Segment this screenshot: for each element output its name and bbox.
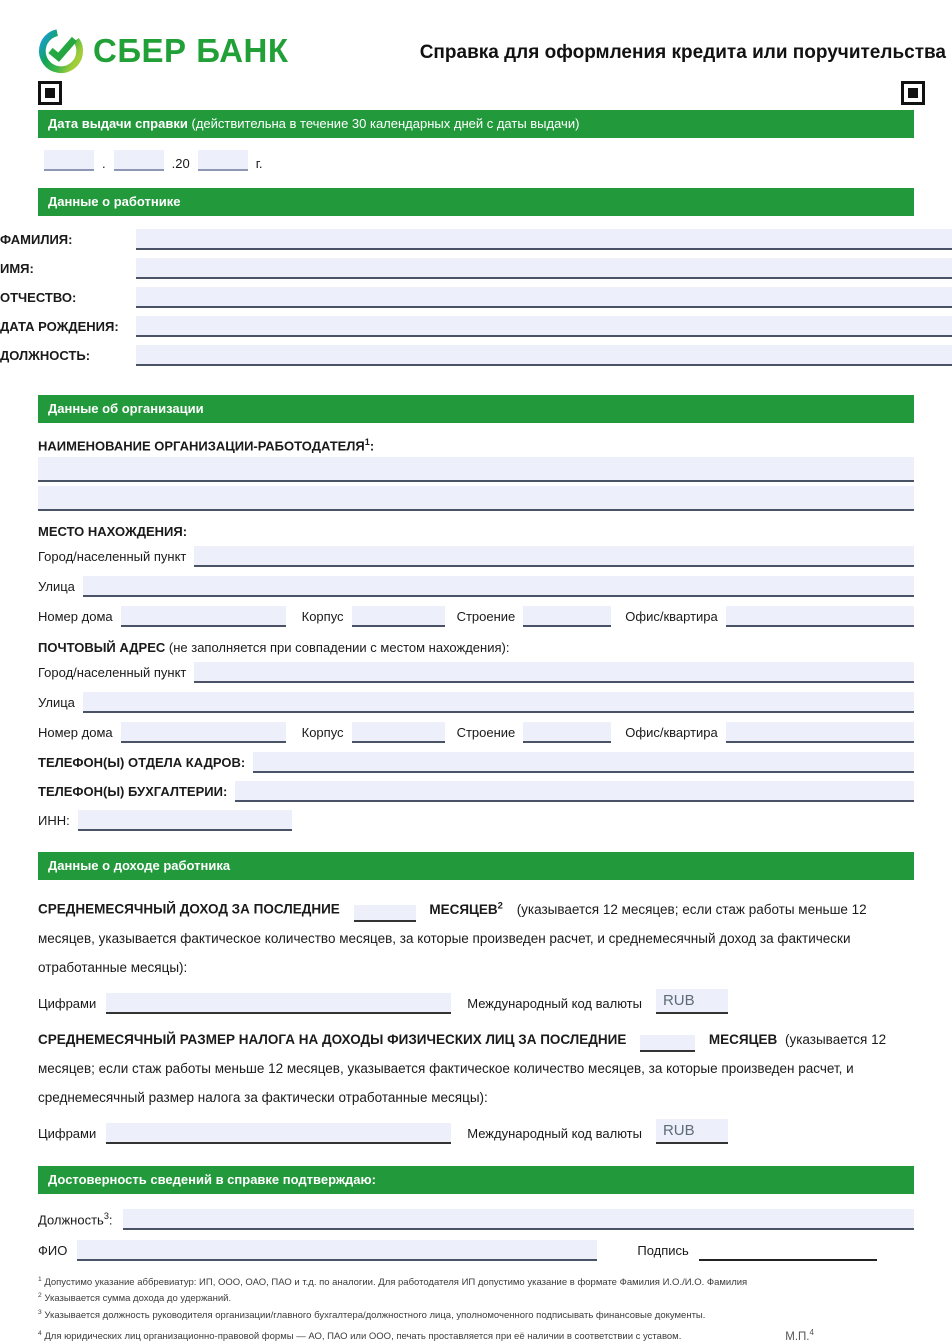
footnote-4: $^4$ Для юридических лиц организационно-правовой формы — АО, ПАО или ООО, печать проставляется при её наличии в соответствии с уставом. [38,1329,682,1343]
signer-position-row [38,1209,914,1230]
org-name-footnote-ref: 1 [364,437,370,447]
fio-signature-row [38,1240,914,1261]
date-century: .20 [171,156,190,171]
office-label: Офис/квартира [625,725,718,741]
date-month-input[interactable] [114,150,164,171]
date-header-title: Дата выдачи справки [48,116,188,131]
location-house-row [38,606,914,627]
house-label: Номер дома [38,609,113,625]
block-label: Корпус [301,609,344,625]
city-label: Город/населенный пункт [38,549,187,565]
avg-income-paragraph: СРЕДНЕМЕСЯЧНЫЙ ДОХОД ЗА ПОСЛЕДНИЕ МЕСЯЦЕВ$^2$ (указывается 12 месяцев; если стаж работы меньше 12 месяцев, указывается фактическое количество месяцев, за которые произведен расчет, и среднемесячный доход за фактически отработанные месяцы): [38,900,867,975]
inn-input[interactable] [78,810,292,831]
income-fields [0,891,952,1144]
section-date-header [38,110,914,138]
position-label: ДОЛЖНОСТЬ: [0,348,91,363]
footnotes [38,1274,914,1343]
building-label: Строение [456,609,516,625]
confirmation-fields [0,1194,952,1343]
org-name-input-line1[interactable] [38,457,914,482]
patronymic-label: ОТЧЕСТВО: [0,290,77,305]
org-name-label: НАИМЕНОВАНИЕ ОРГАНИЗАЦИИ-РАБОТОДАТЕЛЯ$^1$: [38,437,375,454]
position-row [0,345,952,366]
footnote-4-row [38,1327,914,1343]
footnote-3: $^3$ Указывается должность руководителя организации/главного бухгалтера/должностного лица, уполномоченного подписывать финансовые документы. [38,1309,706,1322]
postal-house-input[interactable] [121,722,286,743]
section-organization-header: Данные об организации [38,395,914,423]
accounting-phone-label: ТЕЛЕФОН(Ы) БУХГАЛТЕРИИ: [38,784,228,800]
building-label: Строение [456,725,516,741]
postal-street-row [38,692,914,713]
signer-position-input[interactable] [123,1209,915,1230]
tax-digits-row [38,1119,914,1144]
city-label: Город/населенный пункт [38,665,187,681]
patronymic-row [0,287,952,308]
section-income-header: Данные о доходе работника [38,852,914,880]
registration-marks [0,74,952,110]
footnote-1: $^1$ Допустимо указание аббревиатур: ИП, ООО, ОАО, ПАО и т.д. по аналогии. Для работодателя ИП допустимо указание в формате Фамилия И.О./И.О. Фамилия [38,1275,748,1288]
accounting-phone-row [38,781,914,802]
block-label: Корпус [301,725,344,741]
position-footnote-ref: 3 [103,1210,109,1221]
surname-label: ФАМИЛИЯ: [0,232,73,247]
tax-digits-input[interactable] [106,1123,451,1144]
income-digits-row [38,989,914,1014]
birthdate-label: ДАТА РОЖДЕНИЯ: [0,319,119,334]
location-city-row [38,546,914,567]
form-header [0,0,952,74]
date-year-input[interactable] [198,150,248,171]
postal-house-row [38,722,914,743]
postal-city-input[interactable] [194,662,914,683]
firstname-input[interactable] [136,258,952,279]
digits-label: Цифрами [38,995,97,1011]
tax-months-input[interactable] [640,1035,695,1052]
digits-label: Цифрами [38,1125,97,1141]
section-worker-header: Данные о работнике [38,188,914,216]
fio-label: ФИО [38,1242,68,1258]
patronymic-input[interactable] [136,287,952,308]
inn-row [38,810,914,831]
office-label: Офис/квартира [625,609,718,625]
postal-office-input[interactable] [726,722,914,743]
income-digits-input[interactable] [106,993,451,1014]
hr-phone-input[interactable] [253,752,914,773]
firstname-row [0,258,952,279]
accounting-phone-input[interactable] [235,781,914,802]
fio-input[interactable] [77,1240,597,1261]
hr-phone-label: ТЕЛЕФОН(Ы) ОТДЕЛА КАДРОВ: [38,755,246,771]
location-house-input[interactable] [121,606,286,627]
signature-label: Подпись [637,1242,689,1258]
location-block-input[interactable] [352,606,445,627]
signer-position-label: Должность$^3$: [38,1210,113,1227]
avg-tax-note: (указывается 12 месяцев; если стаж работы меньше 12 месяцев, указывается фактическое количество месяцев, за которые произведен расчет, и среднемесячный размер налога за фактически отработанные месяцы): [38,1031,887,1105]
street-label: Улица [38,579,75,595]
street-label: Улица [38,695,75,711]
tax-currency-input[interactable] [656,1119,728,1144]
birthdate-input[interactable] [136,316,952,337]
stamp-place-label: М.П.$^4$ [785,1328,814,1343]
date-row [38,138,914,188]
date-day-input[interactable] [44,150,94,171]
date-year-suffix: г. [255,156,263,171]
section-confirmation-header: Достоверность сведений в справке подтверждаю: [38,1166,914,1194]
sber-logo [38,28,289,74]
location-street-input[interactable] [83,576,914,597]
surname-row [0,229,952,250]
sber-logo-text: СБЕР БАНК [93,32,289,69]
postal-city-row [38,662,914,683]
worker-position-input[interactable] [136,345,952,366]
months-footnote-ref: 2 [497,900,503,912]
org-name-input-line2[interactable] [38,486,914,511]
avg-income-note: (указывается 12 месяцев; если стаж работы меньше 12 месяцев, указывается фактическое количество месяцев, за которые произведен расчет, и среднемесячный доход за фактически отработанные месяцы): [38,901,867,975]
currency-code-label: Международный код валюты [467,1125,642,1141]
organization-fields [0,423,952,831]
inn-label: ИНН: [38,813,70,829]
hr-phone-row [38,752,914,773]
postal-street-input[interactable] [83,692,914,713]
page-title: Справка для оформления кредита или поручительства [419,42,946,63]
worker-fields [0,216,952,395]
date-header-note: (действительна в течение 30 календарных дней с даты выдачи) [191,116,580,131]
postal-address-label: ПОЧТОВЫЙ АДРЕС (не заполняется при совпадении с местом нахождения): [38,640,510,656]
firstname-label: ИМЯ: [0,261,34,276]
postal-block-input[interactable] [352,722,445,743]
location-address-label: МЕСТО НАХОЖДЕНИЯ: [38,524,188,540]
signature-line[interactable] [699,1241,877,1261]
income-currency-input[interactable] [656,989,728,1014]
postal-building-input[interactable] [523,722,611,743]
footnote-2: $^2$ Указывается сумма дохода до удержаний. [38,1292,232,1305]
location-office-input[interactable] [726,606,914,627]
sber-check-circle-icon [38,28,84,74]
registration-mark-left-icon [38,81,62,105]
currency-code-label: Международный код валюты [467,995,642,1011]
income-months-input[interactable] [354,905,416,922]
location-city-input[interactable] [194,546,914,567]
location-building-input[interactable] [523,606,611,627]
house-label: Номер дома [38,725,113,741]
avg-tax-paragraph: СРЕДНЕМЕСЯЧНЫЙ РАЗМЕР НАЛОГА НА ДОХОДЫ ФИЗИЧЕСКИХ ЛИЦ ЗА ПОСЛЕДНИЕ МЕСЯЦЕВ (указывается 12 месяцев; если стаж работы меньше 12 месяцев, указывается фактическое количество месяцев, за которые произведен расчет, и среднемесячный размер налога за фактически отработанные месяцы): [38,1031,887,1105]
date-dot: . [102,156,106,171]
registration-mark-right-icon [901,81,925,105]
surname-input[interactable] [136,229,952,250]
birthdate-row [0,316,952,337]
location-street-row [38,576,914,597]
